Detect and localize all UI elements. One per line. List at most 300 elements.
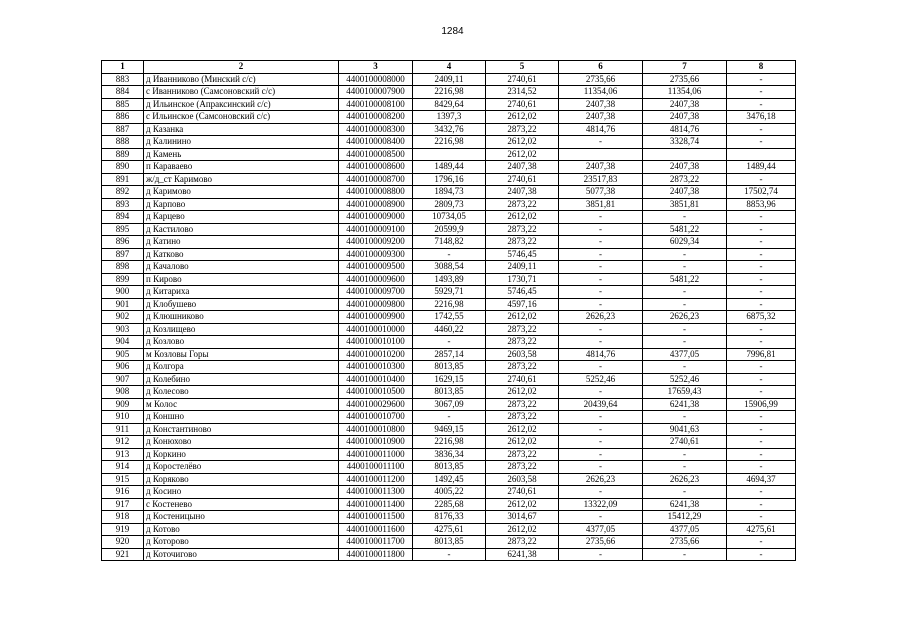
value-cell: 2857,14 xyxy=(413,348,486,361)
value-cell: - xyxy=(643,323,727,336)
row-number-cell: 884 xyxy=(102,86,144,99)
row-number-cell: 911 xyxy=(102,423,144,436)
value-cell: 2314,52 xyxy=(486,86,559,99)
value-cell: 2873,22 xyxy=(486,536,559,549)
row-number-cell: 914 xyxy=(102,461,144,474)
value-cell: 2740,61 xyxy=(643,436,727,449)
row-number-cell: 909 xyxy=(102,398,144,411)
value-cell: - xyxy=(727,373,796,386)
value-cell: - xyxy=(727,123,796,136)
value-cell: 2873,22 xyxy=(486,323,559,336)
value-cell: 2626,23 xyxy=(559,473,643,486)
value-cell: 5252,46 xyxy=(559,373,643,386)
value-cell: 2873,22 xyxy=(486,123,559,136)
table-row xyxy=(102,73,796,86)
value-cell: 4275,61 xyxy=(727,523,796,536)
settlement-name-cell: м Козловы Горы xyxy=(144,348,339,361)
table-row xyxy=(102,136,796,149)
table-row xyxy=(102,161,796,174)
value-cell: 3088,54 xyxy=(413,261,486,274)
code-cell: 4400100010100 xyxy=(339,336,413,349)
table-row xyxy=(102,498,796,511)
value-cell: - xyxy=(727,461,796,474)
settlement-name-cell: д Катино xyxy=(144,236,339,249)
value-cell: - xyxy=(413,336,486,349)
value-cell: - xyxy=(559,361,643,374)
value-cell: 2873,22 xyxy=(486,236,559,249)
code-cell: 4400100008600 xyxy=(339,161,413,174)
code-cell: 4400100009500 xyxy=(339,261,413,274)
value-cell: 2735,66 xyxy=(643,536,727,549)
value-cell: 2407,38 xyxy=(486,186,559,199)
value-cell: - xyxy=(727,273,796,286)
value-cell: - xyxy=(559,336,643,349)
row-number-cell: 893 xyxy=(102,198,144,211)
column-header: 3 xyxy=(339,61,413,74)
table-row xyxy=(102,523,796,536)
settlement-name-cell: д Камень xyxy=(144,148,339,161)
value-cell xyxy=(559,148,643,161)
value-cell: 4377,05 xyxy=(643,348,727,361)
settlement-name-cell: д Колебино xyxy=(144,373,339,386)
settlement-name-cell: д Косино xyxy=(144,486,339,499)
value-cell: - xyxy=(559,423,643,436)
settlement-name-cell: п Кирово xyxy=(144,273,339,286)
settlement-name-cell: д Качалово xyxy=(144,261,339,274)
table-row xyxy=(102,223,796,236)
code-cell: 4400100011000 xyxy=(339,448,413,461)
value-cell: - xyxy=(643,336,727,349)
value-cell: 20599,9 xyxy=(413,223,486,236)
table-row xyxy=(102,311,796,324)
value-cell: 2612,02 xyxy=(486,423,559,436)
value-cell: - xyxy=(413,548,486,561)
value-cell: - xyxy=(559,236,643,249)
value-cell: 2612,02 xyxy=(486,111,559,124)
row-number-cell: 894 xyxy=(102,211,144,224)
value-cell: 3851,81 xyxy=(643,198,727,211)
settlement-name-cell: с Ильинское (Самсоновский с/с) xyxy=(144,111,339,124)
table-row xyxy=(102,411,796,424)
value-cell: 6029,34 xyxy=(643,236,727,249)
value-cell: 3432,76 xyxy=(413,123,486,136)
value-cell: - xyxy=(643,248,727,261)
row-number-cell: 913 xyxy=(102,448,144,461)
table-row xyxy=(102,123,796,136)
value-cell: 6875,32 xyxy=(727,311,796,324)
value-cell: 9041,63 xyxy=(643,423,727,436)
value-cell: - xyxy=(559,386,643,399)
value-cell: 2407,38 xyxy=(559,111,643,124)
code-cell: 4400100008800 xyxy=(339,186,413,199)
value-cell: - xyxy=(559,461,643,474)
code-cell: 4400100009900 xyxy=(339,311,413,324)
settlement-name-cell: д Колесово xyxy=(144,386,339,399)
value-cell: - xyxy=(643,286,727,299)
code-cell: 4400100009300 xyxy=(339,248,413,261)
value-cell: 2407,38 xyxy=(643,161,727,174)
value-cell: 2407,38 xyxy=(559,98,643,111)
code-cell: 4400100008200 xyxy=(339,111,413,124)
row-number-cell: 905 xyxy=(102,348,144,361)
value-cell: 2873,22 xyxy=(486,411,559,424)
table-row xyxy=(102,248,796,261)
value-cell: - xyxy=(559,223,643,236)
code-cell: 4400100011500 xyxy=(339,511,413,524)
value-cell: 1796,16 xyxy=(413,173,486,186)
value-cell: - xyxy=(413,411,486,424)
table-row xyxy=(102,236,796,249)
value-cell: 8853,96 xyxy=(727,198,796,211)
value-cell: 5252,46 xyxy=(643,373,727,386)
value-cell: - xyxy=(559,436,643,449)
table-row xyxy=(102,473,796,486)
value-cell: 2740,61 xyxy=(486,373,559,386)
code-cell: 4400100009700 xyxy=(339,286,413,299)
row-number-cell: 903 xyxy=(102,323,144,336)
value-cell: 2612,02 xyxy=(486,136,559,149)
value-cell: - xyxy=(643,261,727,274)
table-row xyxy=(102,436,796,449)
value-cell: - xyxy=(727,223,796,236)
settlement-name-cell: д Казанка xyxy=(144,123,339,136)
value-cell: - xyxy=(727,98,796,111)
value-cell: 8013,85 xyxy=(413,536,486,549)
settlement-name-cell: ж/д_ст Каримово xyxy=(144,173,339,186)
value-cell: 2740,61 xyxy=(486,173,559,186)
value-cell: 9469,15 xyxy=(413,423,486,436)
settlement-name-cell: д Карпово xyxy=(144,198,339,211)
value-cell: 4814,76 xyxy=(643,123,727,136)
value-cell: 15412,29 xyxy=(643,511,727,524)
value-cell: 17659,43 xyxy=(643,386,727,399)
value-cell: 2407,38 xyxy=(643,98,727,111)
value-cell: 2873,22 xyxy=(486,448,559,461)
code-cell: 4400100010300 xyxy=(339,361,413,374)
value-cell: - xyxy=(643,211,727,224)
settlement-name-cell: д Калинино xyxy=(144,136,339,149)
value-cell: 5481,22 xyxy=(643,223,727,236)
code-cell: 4400100008900 xyxy=(339,198,413,211)
value-cell: - xyxy=(727,248,796,261)
value-cell: - xyxy=(559,323,643,336)
value-cell: - xyxy=(643,411,727,424)
row-number-cell: 889 xyxy=(102,148,144,161)
value-cell: 13322,09 xyxy=(559,498,643,511)
column-header: 1 xyxy=(102,61,144,74)
value-cell: 2612,02 xyxy=(486,148,559,161)
table-row xyxy=(102,398,796,411)
value-cell: 2409,11 xyxy=(413,73,486,86)
row-number-cell: 896 xyxy=(102,236,144,249)
row-number-cell: 897 xyxy=(102,248,144,261)
value-cell: - xyxy=(643,461,727,474)
value-cell: - xyxy=(727,423,796,436)
value-cell: 2735,66 xyxy=(643,73,727,86)
settlement-name-cell: д Козлищево xyxy=(144,323,339,336)
code-cell: 4400100009600 xyxy=(339,273,413,286)
value-cell: 11354,06 xyxy=(559,86,643,99)
value-cell: 1397,3 xyxy=(413,111,486,124)
value-cell: - xyxy=(643,298,727,311)
value-cell: 2873,22 xyxy=(643,173,727,186)
value-cell: 2735,66 xyxy=(559,73,643,86)
table-row xyxy=(102,211,796,224)
value-cell: 6241,38 xyxy=(643,498,727,511)
value-cell: 5481,22 xyxy=(643,273,727,286)
value-cell xyxy=(413,148,486,161)
settlement-name-cell: д Коточигово xyxy=(144,548,339,561)
value-cell: 3328,74 xyxy=(643,136,727,149)
value-cell: - xyxy=(643,486,727,499)
value-cell: 2407,38 xyxy=(559,161,643,174)
value-cell: 2216,98 xyxy=(413,436,486,449)
row-number-cell: 908 xyxy=(102,386,144,399)
page-number: 1284 xyxy=(441,26,464,37)
row-number-cell: 891 xyxy=(102,173,144,186)
value-cell: 8429,64 xyxy=(413,98,486,111)
code-cell: 4400100011200 xyxy=(339,473,413,486)
value-cell: - xyxy=(559,448,643,461)
settlement-name-cell: д Иванниково (Минский с/с) xyxy=(144,73,339,86)
row-number-cell: 918 xyxy=(102,511,144,524)
row-number-cell: 885 xyxy=(102,98,144,111)
value-cell: 20439,64 xyxy=(559,398,643,411)
settlement-name-cell: д Клюшниково xyxy=(144,311,339,324)
column-header: 4 xyxy=(413,61,486,74)
table-row xyxy=(102,361,796,374)
value-cell: 5746,45 xyxy=(486,286,559,299)
table-row xyxy=(102,373,796,386)
value-cell: 11354,06 xyxy=(643,86,727,99)
value-cell: - xyxy=(643,361,727,374)
value-cell: 1492,45 xyxy=(413,473,486,486)
value-cell xyxy=(643,148,727,161)
code-cell: 4400100011600 xyxy=(339,523,413,536)
value-cell: 5077,38 xyxy=(559,186,643,199)
value-cell: 6241,38 xyxy=(486,548,559,561)
value-cell: - xyxy=(559,248,643,261)
code-cell: 4400100008300 xyxy=(339,123,413,136)
value-cell: - xyxy=(559,548,643,561)
row-number-cell: 906 xyxy=(102,361,144,374)
table-body xyxy=(102,73,796,561)
value-cell: 2809,73 xyxy=(413,198,486,211)
code-cell: 4400100011300 xyxy=(339,486,413,499)
code-cell: 4400100010900 xyxy=(339,436,413,449)
value-cell: 1493,89 xyxy=(413,273,486,286)
table-row xyxy=(102,86,796,99)
value-cell xyxy=(727,148,796,161)
value-cell: 5929,71 xyxy=(413,286,486,299)
value-cell: 2407,38 xyxy=(643,111,727,124)
settlement-name-cell: д Козлово xyxy=(144,336,339,349)
code-cell: 4400100008100 xyxy=(339,98,413,111)
row-number-cell: 898 xyxy=(102,261,144,274)
column-header: 2 xyxy=(144,61,339,74)
value-cell: 8013,85 xyxy=(413,461,486,474)
value-cell: - xyxy=(559,261,643,274)
value-cell: 2612,02 xyxy=(486,523,559,536)
column-header: 8 xyxy=(727,61,796,74)
value-cell: 3476,18 xyxy=(727,111,796,124)
value-cell: - xyxy=(643,448,727,461)
code-cell: 4400100009800 xyxy=(339,298,413,311)
settlement-name-cell: п Караваево xyxy=(144,161,339,174)
value-cell: 3014,67 xyxy=(486,511,559,524)
settlement-name-cell: д Каримово xyxy=(144,186,339,199)
value-cell: 2735,66 xyxy=(559,536,643,549)
value-cell: 2873,22 xyxy=(486,223,559,236)
settlement-name-cell: д Карцево xyxy=(144,211,339,224)
value-cell: 2626,23 xyxy=(559,311,643,324)
table-row xyxy=(102,386,796,399)
value-cell: - xyxy=(559,136,643,149)
value-cell: - xyxy=(727,361,796,374)
code-cell: 4400100011700 xyxy=(339,536,413,549)
value-cell: - xyxy=(559,211,643,224)
value-cell: 7996,81 xyxy=(727,348,796,361)
value-cell: 2407,38 xyxy=(486,161,559,174)
value-cell: 1629,15 xyxy=(413,373,486,386)
code-cell: 4400100011400 xyxy=(339,498,413,511)
row-number-cell: 895 xyxy=(102,223,144,236)
value-cell: 3851,81 xyxy=(559,198,643,211)
row-number-cell: 919 xyxy=(102,523,144,536)
settlement-name-cell: с Иванниково (Самсоновский с/с) xyxy=(144,86,339,99)
code-cell: 4400100011800 xyxy=(339,548,413,561)
value-cell: 2612,02 xyxy=(486,436,559,449)
value-cell: 23517,83 xyxy=(559,173,643,186)
row-number-cell: 883 xyxy=(102,73,144,86)
code-cell: 4400100010000 xyxy=(339,323,413,336)
value-cell: 2612,02 xyxy=(486,386,559,399)
value-cell: - xyxy=(727,436,796,449)
row-number-cell: 886 xyxy=(102,111,144,124)
table-row xyxy=(102,511,796,524)
value-cell: 2603,58 xyxy=(486,473,559,486)
table-row xyxy=(102,111,796,124)
table-row xyxy=(102,173,796,186)
code-cell: 4400100010700 xyxy=(339,411,413,424)
value-cell: - xyxy=(727,336,796,349)
value-cell: - xyxy=(413,248,486,261)
row-number-cell: 887 xyxy=(102,123,144,136)
code-cell: 4400100010500 xyxy=(339,386,413,399)
value-cell: - xyxy=(727,73,796,86)
value-cell: 6241,38 xyxy=(643,398,727,411)
settlement-name-cell: д Которово xyxy=(144,536,339,549)
value-cell: - xyxy=(727,511,796,524)
value-cell: - xyxy=(727,173,796,186)
table-row xyxy=(102,148,796,161)
value-cell: - xyxy=(559,286,643,299)
settlement-name-cell: м Колос xyxy=(144,398,339,411)
value-cell: - xyxy=(727,298,796,311)
value-cell: 15906,99 xyxy=(727,398,796,411)
code-cell: 4400100008500 xyxy=(339,148,413,161)
row-number-cell: 888 xyxy=(102,136,144,149)
value-cell: 2873,22 xyxy=(486,461,559,474)
value-cell: 4275,61 xyxy=(413,523,486,536)
value-cell: 2626,23 xyxy=(643,473,727,486)
value-cell: 7148,82 xyxy=(413,236,486,249)
value-cell: 4460,22 xyxy=(413,323,486,336)
code-cell: 4400100007900 xyxy=(339,86,413,99)
settlement-name-cell: д Коряково xyxy=(144,473,339,486)
settlement-name-cell: д Коркино xyxy=(144,448,339,461)
settlement-name-cell: д Катково xyxy=(144,248,339,261)
table-row xyxy=(102,548,796,561)
value-cell: - xyxy=(727,261,796,274)
table-row xyxy=(102,286,796,299)
code-cell: 4400100010800 xyxy=(339,423,413,436)
table-row xyxy=(102,261,796,274)
value-cell: 8176,33 xyxy=(413,511,486,524)
value-cell: - xyxy=(559,298,643,311)
table-row xyxy=(102,486,796,499)
code-cell: 4400100009200 xyxy=(339,236,413,249)
data-table xyxy=(101,60,796,561)
value-cell: - xyxy=(727,486,796,499)
row-number-cell: 899 xyxy=(102,273,144,286)
row-number-cell: 917 xyxy=(102,498,144,511)
value-cell: 8013,85 xyxy=(413,361,486,374)
row-number-cell: 901 xyxy=(102,298,144,311)
settlement-name-cell: д Колгора xyxy=(144,361,339,374)
value-cell: 2740,61 xyxy=(486,486,559,499)
value-cell: 4377,05 xyxy=(643,523,727,536)
settlement-name-cell: д Конюхово xyxy=(144,436,339,449)
table-row xyxy=(102,186,796,199)
value-cell: 3836,34 xyxy=(413,448,486,461)
code-cell: 4400100029600 xyxy=(339,398,413,411)
table-row xyxy=(102,348,796,361)
settlement-name-cell: д Клобушево xyxy=(144,298,339,311)
value-cell: 4814,76 xyxy=(559,348,643,361)
header-row xyxy=(102,61,796,74)
column-header: 6 xyxy=(559,61,643,74)
value-cell: - xyxy=(643,548,727,561)
code-cell: 4400100010400 xyxy=(339,373,413,386)
code-cell: 4400100010200 xyxy=(339,348,413,361)
value-cell: 2407,38 xyxy=(643,186,727,199)
value-cell: 2873,22 xyxy=(486,198,559,211)
row-number-cell: 916 xyxy=(102,486,144,499)
settlement-name-cell: с Костенево xyxy=(144,498,339,511)
value-cell: 5746,45 xyxy=(486,248,559,261)
code-cell: 4400100008000 xyxy=(339,73,413,86)
row-number-cell: 902 xyxy=(102,311,144,324)
settlement-name-cell: д Китариха xyxy=(144,286,339,299)
row-number-cell: 900 xyxy=(102,286,144,299)
value-cell: 17502,74 xyxy=(727,186,796,199)
value-cell: 1894,73 xyxy=(413,186,486,199)
value-cell: - xyxy=(559,486,643,499)
value-cell: - xyxy=(727,236,796,249)
row-number-cell: 907 xyxy=(102,373,144,386)
value-cell: 2626,23 xyxy=(643,311,727,324)
table-row xyxy=(102,298,796,311)
value-cell: - xyxy=(727,498,796,511)
value-cell: - xyxy=(559,273,643,286)
code-cell: 4400100009000 xyxy=(339,211,413,224)
value-cell: 4694,37 xyxy=(727,473,796,486)
value-cell: 2873,22 xyxy=(486,336,559,349)
value-cell: 1489,44 xyxy=(413,161,486,174)
value-cell: 2409,11 xyxy=(486,261,559,274)
code-cell: 4400100008400 xyxy=(339,136,413,149)
